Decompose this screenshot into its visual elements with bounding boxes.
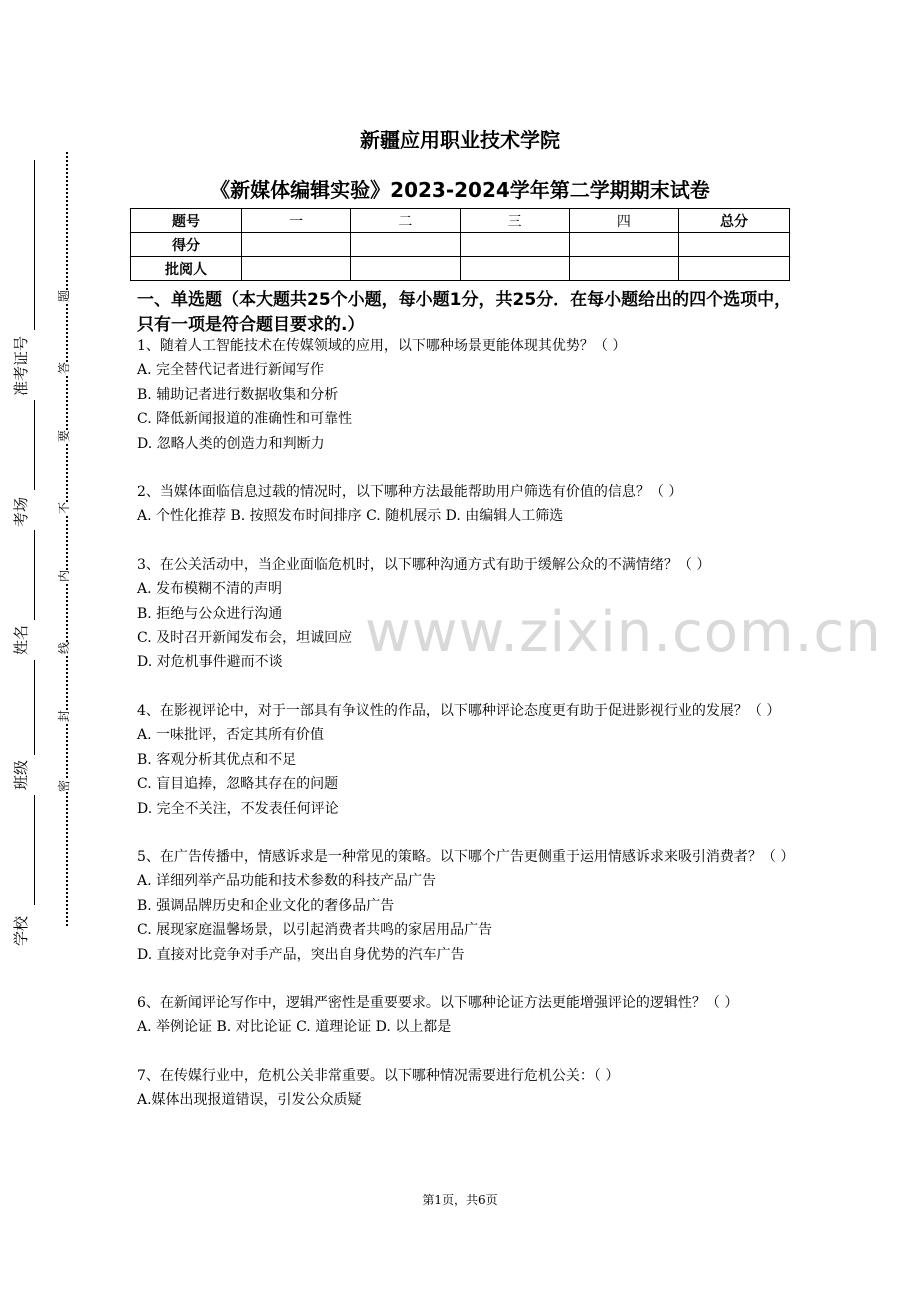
question-stem: 2、当媒体面临信息过载的情况时，以下哪种方法最能帮助用户筛选有价值的信息？（ ） (137, 484, 683, 501)
grader-cell[interactable] (242, 257, 351, 281)
name-underline (34, 530, 35, 620)
seal-char: 密 (57, 779, 72, 793)
seal-char: 答 (57, 361, 72, 375)
header-cell: 三 (460, 209, 569, 233)
page-number: 第1页，共6页 (422, 1193, 498, 1207)
header-cell: 四 (569, 209, 678, 233)
seal-char: 线 (57, 641, 72, 655)
school-underline (34, 795, 35, 905)
watermark: www.zixin.com.cn (365, 600, 882, 665)
seal-char: 题 (57, 289, 72, 303)
score-cell[interactable] (679, 233, 790, 257)
header-cell: 题号 (131, 209, 242, 233)
question-3 (137, 553, 793, 675)
score-cell[interactable] (242, 233, 351, 257)
option: B. 客观分析其优点和不足 (137, 751, 297, 768)
option: D. 直接对比竞争对手产品，突出自身优势的汽车广告 (137, 946, 465, 963)
row-label: 得分 (131, 233, 242, 257)
row-label: 批阅人 (131, 257, 242, 281)
option: A.媒体出现报道错误，引发公众质疑 (137, 1092, 362, 1109)
score-row (131, 233, 790, 257)
option: C. 及时召开新闻发布会，坦诚回应 (137, 630, 353, 647)
question-stem: 4、在影视评论中，对于一部具有争议性的作品，以下哪种评论态度更有助于促进影视行业的发展？（ ） (137, 702, 781, 719)
option: B. 强调品牌历史和企业文化的奢侈品广告 (137, 897, 395, 914)
question-4 (137, 699, 793, 821)
question-6 (137, 991, 793, 1040)
option: C. 展现家庭温馨场景，以引起消费者共鸣的家居用品广告 (137, 922, 493, 939)
question-2 (137, 480, 793, 529)
class-underline (34, 660, 35, 755)
header-cell: 总分 (679, 209, 790, 233)
school-label: 学校 (12, 915, 30, 946)
header-cell: 一 (242, 209, 351, 233)
option: A. 举例论证 B. 对比论证 C. 道理论证 D. 以上都是 (137, 1019, 452, 1036)
question-stem: 3、在公关活动中，当企业面临危机时，以下哪种沟通方式有助于缓解公众的不满情绪？（ ） (137, 556, 711, 573)
option: B. 辅助记者进行数据收集和分析 (137, 386, 339, 403)
option: A. 个性化推荐 B. 按照发布时间排序 C. 随机展示 D. 由编辑人工筛选 (137, 508, 564, 525)
question-stem: 1、随着人工智能技术在传媒领域的应用，以下哪种场景更能体现其优势？（ ） (137, 338, 627, 354)
score-table-header-row (131, 209, 790, 233)
question-stem: 7、在传媒行业中，危机公关非常重要。以下哪种情况需要进行危机公关：（ ） (137, 1067, 620, 1084)
grader-cell[interactable] (460, 257, 569, 281)
option: C. 降低新闻报道的准确性和可靠性 (137, 411, 353, 428)
class-label: 班级 (12, 759, 30, 790)
exam-title: 《新媒体编辑实验》2023-2024学年第二学期期末试卷 (210, 178, 710, 202)
grader-row (131, 257, 790, 281)
exam-room-label: 考场 (12, 496, 30, 527)
question-1 (137, 334, 793, 456)
seal-char: 封 (57, 709, 72, 723)
option: A. 发布模糊不清的声明 (137, 581, 283, 598)
question-5 (137, 845, 793, 967)
question-list (137, 334, 793, 1113)
score-cell[interactable] (351, 233, 460, 257)
option: A. 完全替代记者进行新闻写作 (137, 362, 325, 379)
section-title: 一、单选题（本大题共25个小题，每小题1分，共25分．在每小题给出的四个选项中，只有一项是符合题目要求的.） (137, 290, 792, 335)
option: C. 盲目追捧，忽略其存在的问题 (137, 776, 339, 793)
option: B. 拒绝与公众进行沟通 (137, 605, 283, 622)
question-stem: 6、在新闻评论写作中，逻辑严密性是重要要求。以下哪种论证方法更能增强评论的逻辑性？（ ） (137, 994, 739, 1011)
option: A. 一味批评，否定其所有价值 (137, 727, 325, 744)
exam-room-underline (34, 400, 35, 490)
question-7 (137, 1064, 793, 1113)
grader-cell[interactable] (351, 257, 460, 281)
school-title: 新疆应用职业技术学院 (360, 128, 560, 152)
option: A. 详细列举产品功能和技术参数的科技产品广告 (137, 873, 437, 890)
grader-cell[interactable] (679, 257, 790, 281)
exam-id-label: 准考证号 (12, 335, 30, 396)
seal-char: 内 (57, 569, 72, 583)
question-stem: 5、在广告传播中，情感诉求是一种常见的策略。以下哪个广告更侧重于运用情感诉求来吸引消费者？（ ） (137, 848, 795, 865)
name-label: 姓名 (12, 624, 30, 655)
seal-dotted-line (66, 152, 68, 926)
score-table (130, 208, 790, 281)
option: D. 对危机事件避而不谈 (137, 654, 283, 671)
score-cell[interactable] (569, 233, 678, 257)
seal-char: 不 (57, 501, 72, 515)
option: D. 完全不关注，不发表任何评论 (137, 800, 339, 817)
score-cell[interactable] (460, 233, 569, 257)
header-cell: 二 (351, 209, 460, 233)
option: D. 忽略人类的创造力和判断力 (137, 435, 325, 452)
grader-cell[interactable] (569, 257, 678, 281)
seal-char: 要 (57, 429, 72, 443)
